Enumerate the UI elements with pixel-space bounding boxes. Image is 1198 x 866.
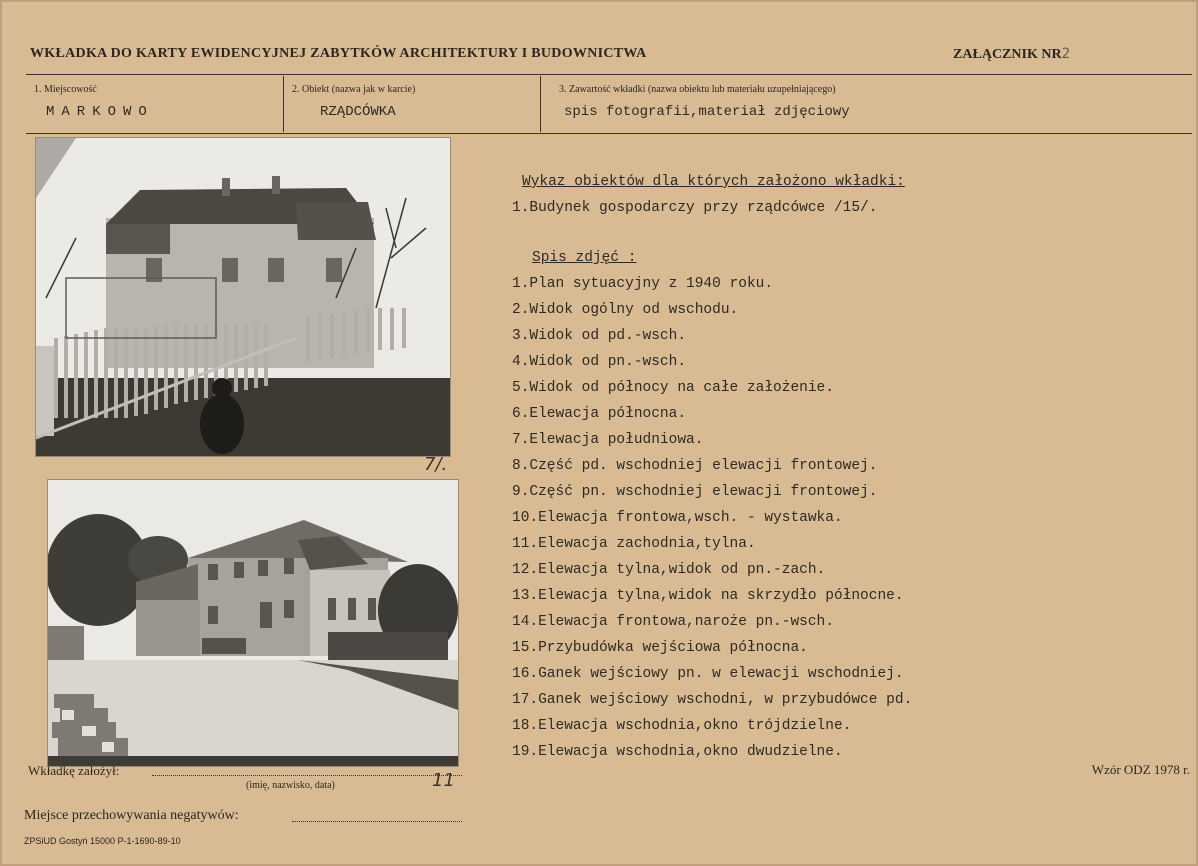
field-locality-value: MARKOWO [46, 104, 154, 120]
negatives-line [292, 821, 462, 822]
field-object-value: RZĄDCÓWKA [320, 104, 396, 120]
photo-item: 4.Widok od pn.-wsch. [512, 354, 687, 370]
template-note: Wzór ODZ 1978 r. [1091, 762, 1190, 777]
photo-item: 9.Część pn. wschodniej elewacji frontowej. [512, 484, 878, 500]
made-by-label: Wkładkę założył: [28, 763, 120, 778]
photo-manor-with-fence [36, 138, 450, 456]
photo-item: 14.Elewacja frontowa,naroże pn.-wsch. [512, 614, 834, 630]
negatives-label: Miejsce przechowywania negatywów: [24, 808, 239, 823]
field-divider-2 [540, 76, 541, 132]
photo-item: 3.Widok od pd.-wsch. [512, 328, 687, 344]
card-title: WKŁADKA DO KARTY EWIDENCYJNEJ ZABYTKÓW ARCHITEKTURY I BUDOWNICTWA [30, 46, 647, 61]
photo-item: 11.Elewacja zachodnia,tylna. [512, 536, 756, 552]
header-rule-top [26, 74, 1192, 75]
photo-item: 16.Ganek wejściowy pn. w elewacji wschodniej. [512, 666, 904, 682]
photo-item: 17.Ganek wejściowy wschodni, w przybudówce pd. [512, 692, 913, 708]
photo-item: 5.Widok od północy na całe założenie. [512, 380, 834, 396]
photo-item: 7.Elewacja południowa. [512, 432, 704, 448]
attachment-label: ZAŁĄCZNIK NR [953, 47, 1062, 62]
handwritten-mark-2: 11 [432, 770, 455, 791]
attachment-number [953, 46, 1070, 63]
photo-item: 13.Elewacja tylna,widok na skrzydło północne. [512, 588, 904, 604]
photo-item: 8.Część pd. wschodniej elewacji frontowej. [512, 458, 878, 474]
object-item-1: 1.Budynek gospodarczy przy rządcówce /15/. [512, 200, 878, 216]
field-object-label: 2. Obiekt (nazwa jak w karcie) [292, 84, 416, 95]
photo-manor-courtyard [48, 480, 458, 766]
photo-item: 12.Elewacja tylna,widok od pn.-zach. [512, 562, 826, 578]
photo-item: 6.Elewacja północna. [512, 406, 687, 422]
objects-heading: Wykaz obiektów dla których założono wkładki: [522, 174, 905, 190]
footer-print-code: ZPSiUD Gostyń 15000 P-1-1690-89-10 [24, 836, 181, 846]
photo-item: 18.Elewacja wschodnia,okno trójdzielne. [512, 718, 852, 734]
photo-item: 2.Widok ogólny od wschodu. [512, 302, 739, 318]
photo-item: 19.Elewacja wschodnia,okno dwudzielne. [512, 744, 843, 760]
photos-heading: Spis zdjęć : [532, 250, 637, 266]
field-contents-label: 3. Zawartość wkładki (nazwa obiektu lub materiału uzupełniającego) [559, 84, 836, 95]
photo-item: 15.Przybudówka wejściowa północna. [512, 640, 808, 656]
field-locality-label: 1. Miejscowość [34, 84, 97, 95]
attachment-number-value: 2 [1061, 46, 1070, 62]
made-by-caption: (imię, nazwisko, data) [246, 780, 335, 791]
field-contents-value: spis fotografii,materiał zdjęciowy [564, 104, 850, 120]
handwritten-mark-1: 7/. [424, 454, 448, 475]
header-rule-bottom [26, 133, 1192, 134]
photo-item: 1.Plan sytuacyjny z 1940 roku. [512, 276, 774, 292]
made-by-line [152, 775, 462, 776]
photo-item: 10.Elewacja frontowa,wsch. - wystawka. [512, 510, 843, 526]
field-divider-1 [283, 76, 284, 132]
